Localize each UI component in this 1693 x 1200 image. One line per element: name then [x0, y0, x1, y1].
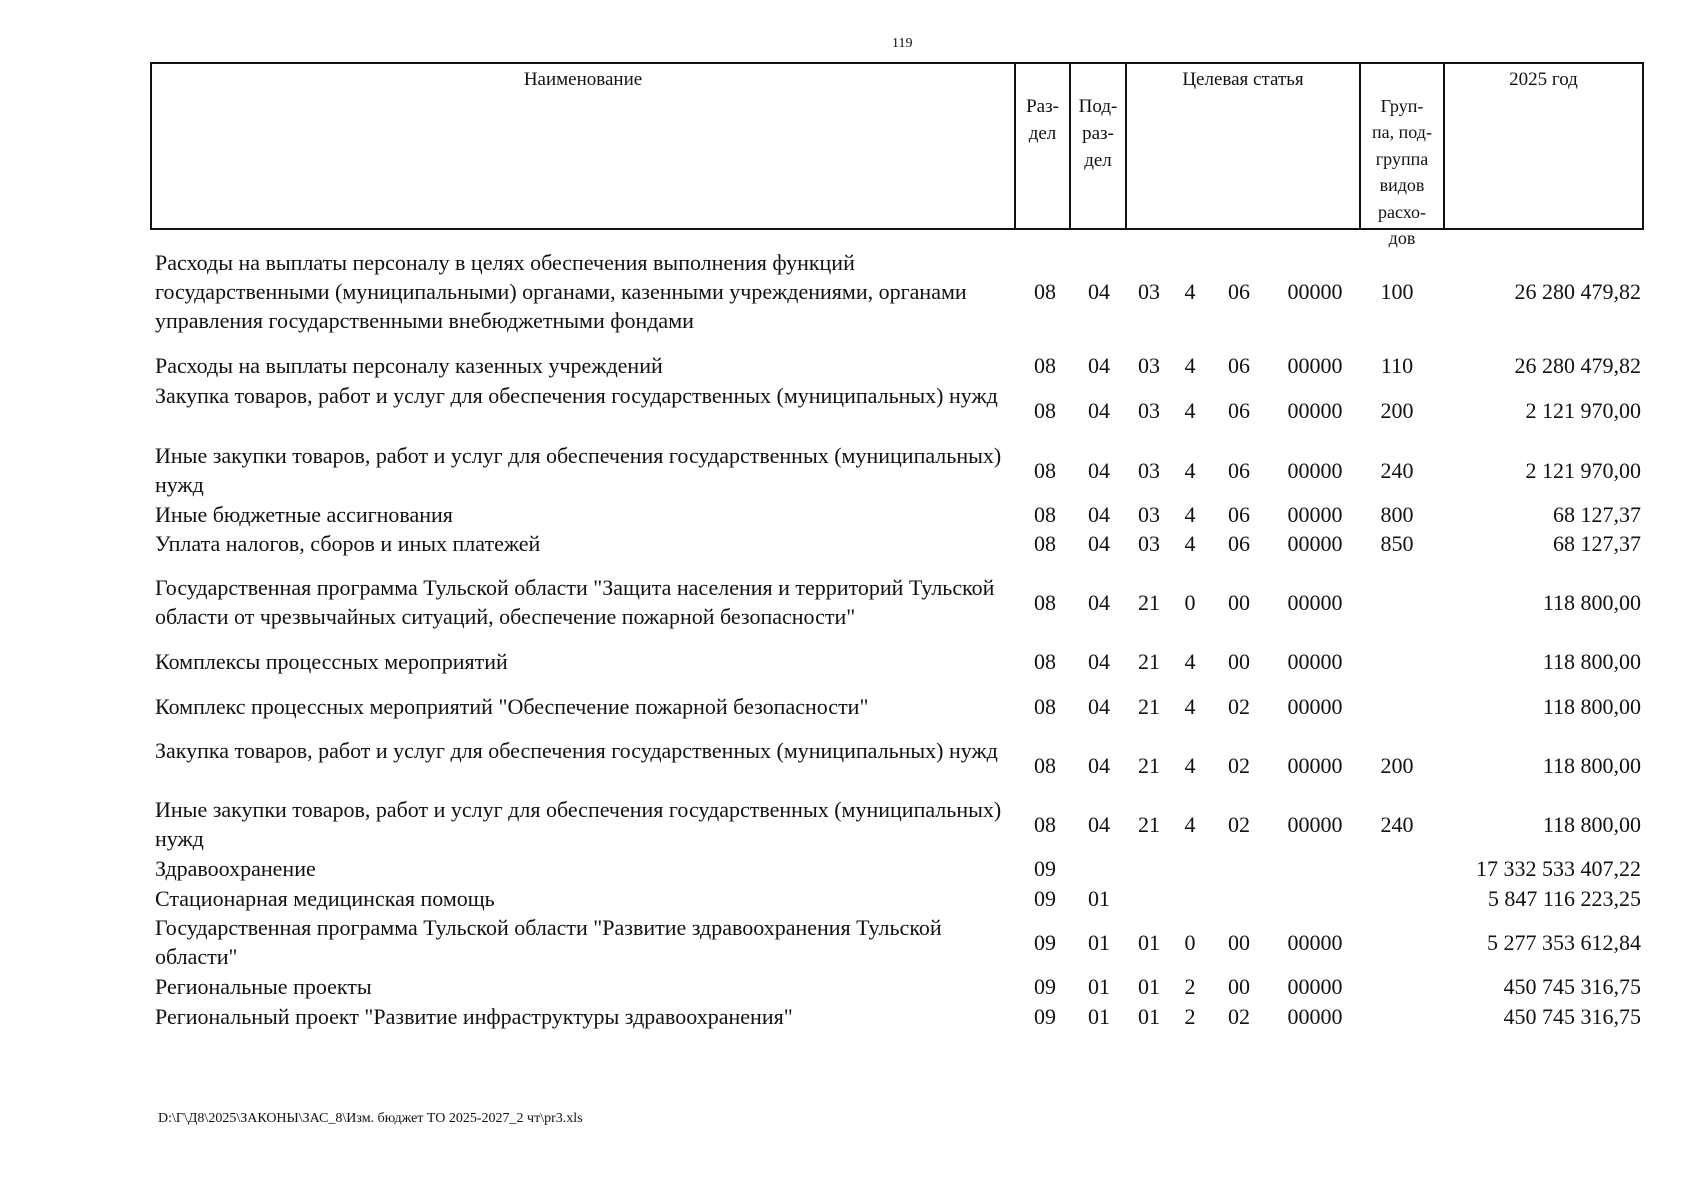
- row-program: 03: [1138, 458, 1160, 483]
- row-type: 4: [1184, 812, 1196, 837]
- row-direction: 00000: [1287, 974, 1343, 999]
- row-amount: 118 800,00: [1542, 812, 1641, 837]
- row-subprogram: 02: [1228, 812, 1250, 837]
- row-direction: 00000: [1287, 398, 1343, 423]
- row-subsection: 04: [1088, 531, 1110, 556]
- row-name: Стационарная медицинская помощь: [155, 886, 495, 911]
- header-year: [1445, 64, 1642, 228]
- row-name: Государственная программа Тульской области "Защита населения и территорий Тульской области от чрезвычайных ситуаций, обеспечение пожарной безопасности": [155, 575, 995, 629]
- row-subprogram: 06: [1228, 398, 1250, 423]
- row-subsection: 04: [1088, 649, 1110, 674]
- row-amount: 450 745 316,75: [1503, 1004, 1641, 1029]
- row-direction: 00000: [1287, 649, 1343, 674]
- row-subprogram: 06: [1228, 458, 1250, 483]
- row-type: 4: [1184, 753, 1196, 778]
- row-section: 08: [1034, 502, 1056, 527]
- row-subprogram: 00: [1228, 649, 1250, 674]
- row-subsection: 01: [1088, 886, 1110, 911]
- row-section: 08: [1034, 279, 1056, 304]
- row-expense-group: 800: [1380, 502, 1414, 527]
- row-type: 4: [1184, 398, 1196, 423]
- row-type: 2: [1184, 1004, 1196, 1029]
- row-name: Иные закупки товаров, работ и услуг для обеспечения государственных (муниципальных) нужд: [155, 443, 1002, 497]
- row-name: Комплексы процессных мероприятий: [155, 649, 508, 674]
- row-section: 09: [1034, 886, 1056, 911]
- row-section: 08: [1034, 812, 1056, 837]
- row-type: 0: [1184, 590, 1196, 615]
- row-direction: 00000: [1287, 279, 1343, 304]
- row-program: 21: [1138, 694, 1160, 719]
- header-name: [152, 64, 1016, 228]
- row-type: 4: [1184, 458, 1196, 483]
- row-amount: 118 800,00: [1542, 590, 1641, 615]
- row-subsection: 01: [1088, 974, 1110, 999]
- row-expense-group: 240: [1380, 812, 1414, 837]
- row-subsection: 04: [1088, 590, 1110, 615]
- row-type: 4: [1184, 649, 1196, 674]
- row-subsection: 01: [1088, 930, 1110, 955]
- row-subsection: 04: [1088, 458, 1110, 483]
- row-subsection: 04: [1088, 812, 1110, 837]
- row-name: Расходы на выплаты персоналу в целях обеспечения выполнения функций государственными (муниципальными) органами, казенными учреждениями, органами управления государственными внебюджетными фондами: [155, 250, 967, 333]
- row-type: 4: [1184, 353, 1196, 378]
- row-section: 08: [1034, 649, 1056, 674]
- row-amount: 2 121 970,00: [1525, 458, 1641, 483]
- row-type: 2: [1184, 974, 1196, 999]
- row-section: 08: [1034, 458, 1056, 483]
- row-name: Региональный проект "Развитие инфраструктуры здравоохранения": [155, 1004, 793, 1029]
- row-section: 08: [1034, 694, 1056, 719]
- table-header: [150, 62, 1644, 248]
- row-amount: 26 280 479,82: [1514, 353, 1641, 378]
- row-section: 08: [1034, 590, 1056, 615]
- row-expense-group: 240: [1380, 458, 1414, 483]
- row-subprogram: 06: [1228, 502, 1250, 527]
- row-name: Закупка товаров, работ и услуг для обеспечения государственных (муниципальных) нужд: [155, 383, 998, 408]
- row-amount: 5 847 116 223,25: [1487, 886, 1641, 911]
- header-target-article: [1127, 64, 1361, 228]
- row-name: Комплекс процессных мероприятий "Обеспечение пожарной безопасности": [155, 694, 869, 719]
- row-section: 08: [1034, 353, 1056, 378]
- row-section: 08: [1034, 753, 1056, 778]
- header-subsection-label: Под- раз- дел: [1078, 96, 1118, 171]
- row-name: Иные бюджетные ассигнования: [155, 502, 453, 527]
- row-amount: 118 800,00: [1542, 649, 1641, 674]
- row-expense-group: 850: [1380, 531, 1414, 556]
- row-direction: 00000: [1287, 590, 1343, 615]
- row-program: 01: [1138, 1004, 1160, 1029]
- row-section: 09: [1034, 1004, 1056, 1029]
- row-subsection: 04: [1088, 398, 1110, 423]
- row-direction: 00000: [1287, 353, 1343, 378]
- row-name: Здравоохранение: [155, 856, 316, 881]
- row-section: 08: [1034, 398, 1056, 423]
- row-name: Закупка товаров, работ и услуг для обеспечения государственных (муниципальных) нужд: [155, 738, 998, 763]
- row-expense-group: 100: [1380, 279, 1414, 304]
- row-direction: 00000: [1287, 531, 1343, 556]
- row-subprogram: 06: [1228, 531, 1250, 556]
- row-direction: 00000: [1287, 1004, 1343, 1029]
- row-subprogram: 00: [1228, 974, 1250, 999]
- header-section: [1016, 64, 1071, 228]
- row-subprogram: 02: [1228, 753, 1250, 778]
- row-direction: 00000: [1287, 753, 1343, 778]
- row-type: 4: [1184, 279, 1196, 304]
- row-direction: 00000: [1287, 694, 1343, 719]
- row-amount: 68 127,37: [1553, 531, 1641, 556]
- row-subprogram: 02: [1228, 694, 1250, 719]
- row-direction: 00000: [1287, 930, 1343, 955]
- row-type: 4: [1184, 531, 1196, 556]
- row-program: 01: [1138, 974, 1160, 999]
- row-amount: 68 127,37: [1553, 502, 1641, 527]
- row-program: 01: [1138, 930, 1160, 955]
- row-subsection: 04: [1088, 279, 1110, 304]
- row-subsection: 04: [1088, 502, 1110, 527]
- row-amount: 26 280 479,82: [1514, 279, 1641, 304]
- row-subsection: 04: [1088, 694, 1110, 719]
- row-amount: 5 277 353 612,84: [1487, 930, 1641, 955]
- row-program: 03: [1138, 531, 1160, 556]
- row-subprogram: 06: [1228, 353, 1250, 378]
- row-amount: 2 121 970,00: [1525, 398, 1641, 423]
- row-subprogram: 06: [1228, 279, 1250, 304]
- row-subprogram: 00: [1228, 930, 1250, 955]
- row-direction: 00000: [1287, 812, 1343, 837]
- row-amount: 17 332 533 407,22: [1476, 856, 1641, 881]
- row-type: 4: [1184, 694, 1196, 719]
- row-name: Расходы на выплаты персоналу казенных учреждений: [155, 353, 663, 378]
- file-path-footer: D:\Г\Д8\2025\ЗАКОНЫ\ЗАС_8\Изм. бюджет ТО 2025-2027_2 чт\pr3.xls: [158, 1111, 583, 1126]
- page-number: 119: [892, 36, 913, 51]
- row-program: 21: [1138, 649, 1160, 674]
- row-amount: 450 745 316,75: [1503, 974, 1641, 999]
- row-type: 4: [1184, 502, 1196, 527]
- row-subprogram: 00: [1228, 590, 1250, 615]
- row-direction: 00000: [1287, 502, 1343, 527]
- row-expense-group: 200: [1380, 398, 1414, 423]
- row-expense-group: 110: [1380, 353, 1414, 378]
- row-subsection: 04: [1088, 753, 1110, 778]
- row-amount: 118 800,00: [1542, 753, 1641, 778]
- row-program: 03: [1138, 398, 1160, 423]
- row-type: 0: [1184, 930, 1196, 955]
- row-subprogram: 02: [1228, 1004, 1250, 1029]
- header-subsection: [1071, 64, 1127, 228]
- row-program: 03: [1138, 502, 1160, 527]
- row-program: 21: [1138, 590, 1160, 615]
- row-program: 03: [1138, 279, 1160, 304]
- row-subsection: 01: [1088, 1004, 1110, 1029]
- header-year-label: 2025 год: [1509, 69, 1578, 90]
- header-target-article-label: Целевая статья: [1182, 69, 1304, 90]
- row-direction: 00000: [1287, 458, 1343, 483]
- row-section: 09: [1034, 856, 1056, 881]
- row-expense-group: 200: [1380, 753, 1414, 778]
- header-section-label: Раз- дел: [1026, 96, 1059, 144]
- row-name: Государственная программа Тульской области "Развитие здравоохранения Тульской области": [155, 915, 942, 969]
- header-group-label: Груп- па, под- группа видов расхо- дов: [1372, 95, 1432, 248]
- row-section: 08: [1034, 531, 1056, 556]
- row-name: Региональные проекты: [155, 974, 372, 999]
- row-name: Иные закупки товаров, работ и услуг для обеспечения государственных (муниципальных) нужд: [155, 797, 1002, 851]
- row-program: 21: [1138, 812, 1160, 837]
- row-subsection: 04: [1088, 353, 1110, 378]
- row-amount: 118 800,00: [1542, 694, 1641, 719]
- header-group: [1361, 64, 1445, 248]
- row-program: 21: [1138, 753, 1160, 778]
- row-name: Уплата налогов, сборов и иных платежей: [155, 531, 541, 556]
- row-program: 03: [1138, 353, 1160, 378]
- row-section: 09: [1034, 974, 1056, 999]
- row-section: 09: [1034, 930, 1056, 955]
- header-name-label: Наименование: [523, 69, 643, 90]
